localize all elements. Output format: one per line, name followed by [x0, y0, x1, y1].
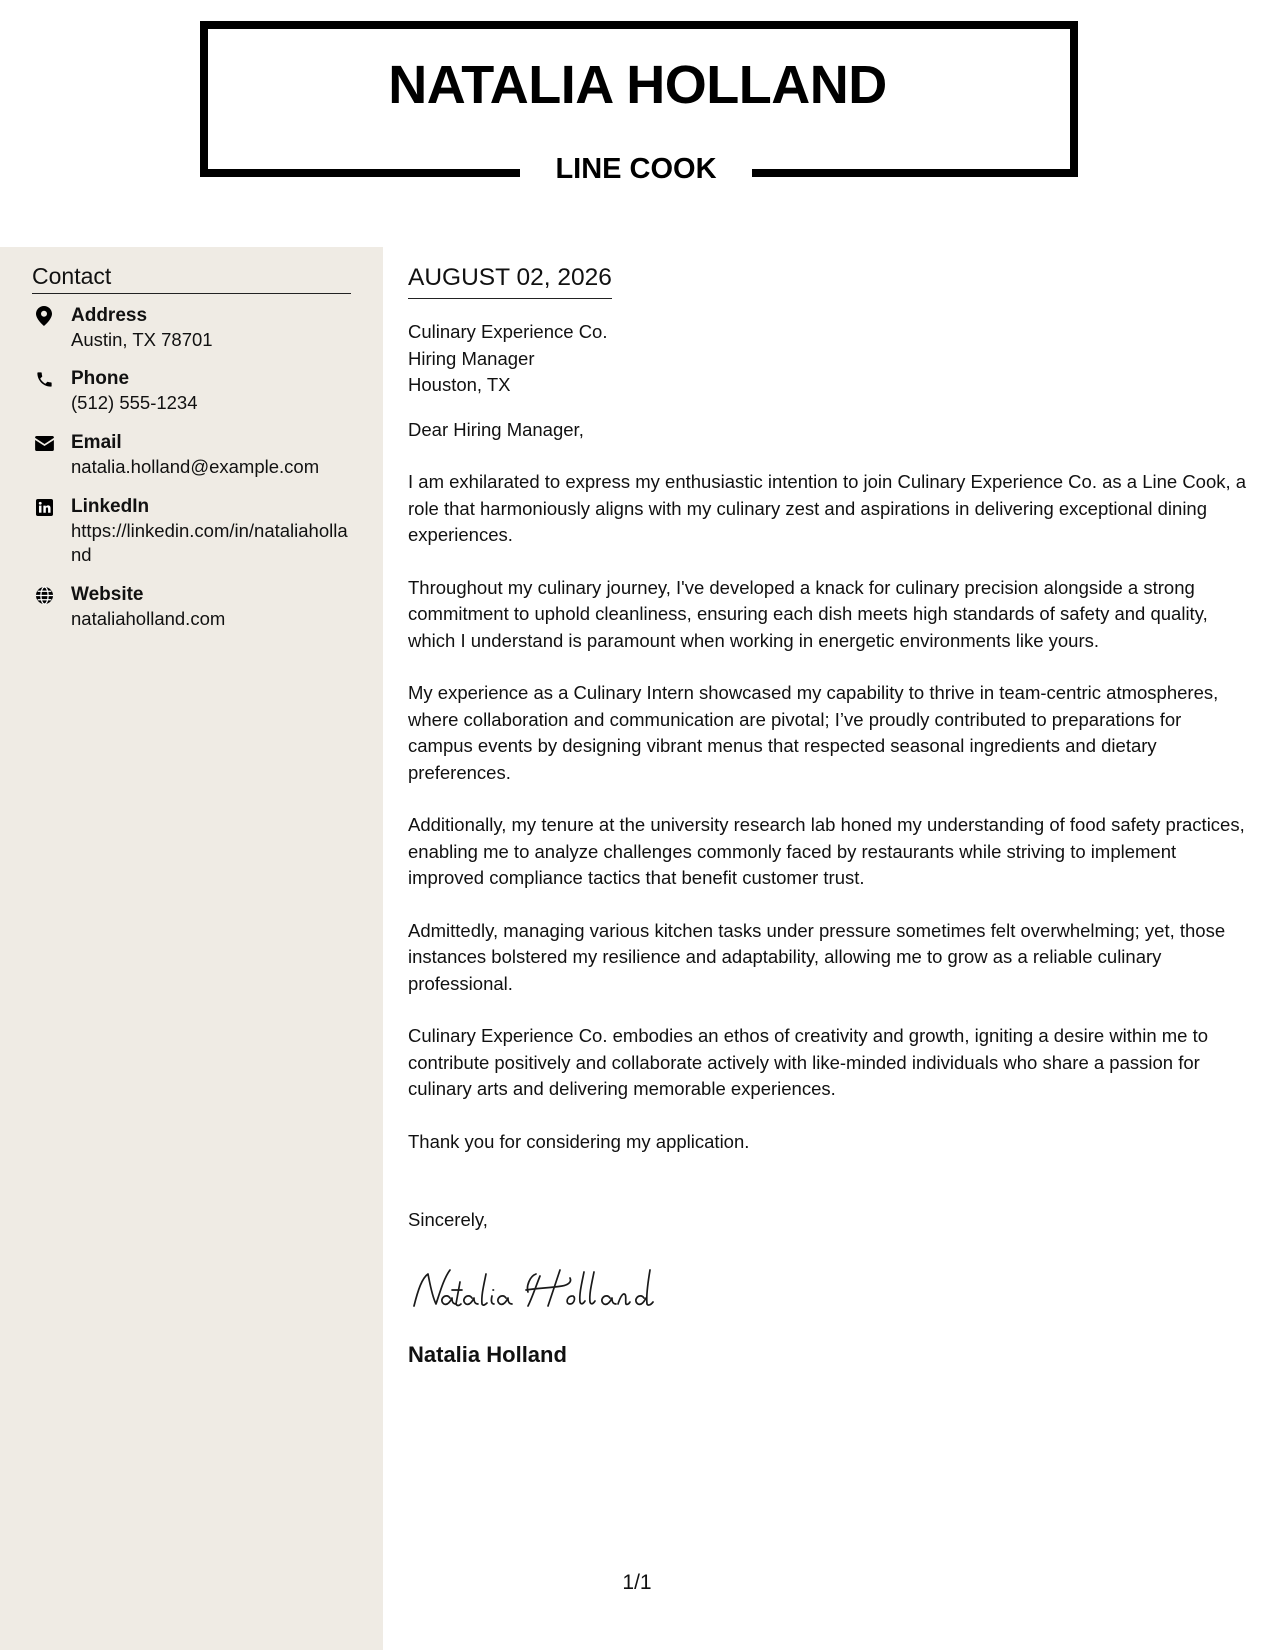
body-paragraph: Admittedly, managing various kitchen tasks under pressure sometimes felt overwhelming; yet, those instances bolstered my resilience and adaptability, allowing me to grow as a reliable culinary professional.: [408, 919, 1226, 994]
body-paragraph: I am exhilarated to express my enthusiastic intention to join Culinary Experience Co. as a Line Cook, a role that harmoniously aligns with my culinary zest and aspirations in delivering exceptional dining experiences.: [408, 471, 1247, 545]
body-paragraph: Throughout my culinary journey, I've developed a knack for culinary precision alongside a strong commitment to uphold cleanliness, ensuring each dish meets high standards of safety and quality, which I understand is paramount when working in energetic environments like yours.: [408, 576, 1208, 651]
applicant-name: NATALIA HOLLAND: [388, 55, 887, 115]
salutation: Dear Hiring Manager,: [408, 418, 584, 440]
contact-value: natalia.holland@example.com: [71, 456, 320, 477]
letter-date: AUGUST 02, 2026: [408, 262, 612, 299]
map-pin-icon: [32, 306, 56, 326]
body-paragraph: My experience as a Culinary Intern showcased my capability to thrive in team-centric atmospheres, where collaboration and communication are pivotal; I’ve proudly contributed to preparations for campus events by designing vibrant menus that respected seasonal ingredients and dietary preferences.: [408, 682, 1219, 783]
body-paragraph: Culinary Experience Co. embodies an ethos of creativity and growth, igniting a desire within me to contribute positively and collaborate actively with like-minded individuals who share a passion for culinary arts and delivering memorable experiences.: [408, 1025, 1209, 1099]
contact-value: nataliaholland.com: [71, 608, 226, 629]
handwritten-signature: [408, 1260, 688, 1320]
recipient-company: Culinary Experience Co.: [408, 321, 608, 342]
contact-label: Phone: [71, 368, 130, 389]
body-paragraph: Additionally, my tenure at the university research lab honed my understanding of food safety practices, enabling me to analyze challenges commonly faced by restaurants while striving to implement improved compliance tactics that benefit customer trust.: [408, 814, 1245, 888]
cover-letter: [408, 262, 1248, 1369]
contact-label: LinkedIn: [71, 496, 150, 517]
job-title: LINE COOK: [555, 153, 717, 185]
page-number: 1/1: [622, 1571, 652, 1594]
contact-label: Website: [71, 584, 144, 605]
globe-icon: [32, 585, 56, 605]
recipient-location: Houston, TX: [408, 374, 511, 395]
linkedin-icon: [32, 497, 56, 517]
recipient-contact: Hiring Manager: [408, 347, 535, 369]
contact-value: Austin, TX 78701: [71, 329, 213, 350]
contact-heading: Contact: [32, 262, 351, 294]
phone-icon: [32, 369, 56, 389]
contact-label: Address: [71, 305, 148, 326]
contact-label: Email: [71, 432, 122, 453]
body-paragraph: Thank you for considering my application.: [408, 1130, 750, 1152]
closing: Sincerely,: [408, 1209, 488, 1230]
signer-name: Natalia Holland: [408, 1342, 567, 1367]
contact-value: https://linkedin.com/in/nataliaholland: [71, 520, 348, 565]
recipient-block: [408, 319, 1248, 399]
envelope-icon: [32, 433, 56, 453]
contact-value: (512) 555-1234: [71, 392, 198, 413]
